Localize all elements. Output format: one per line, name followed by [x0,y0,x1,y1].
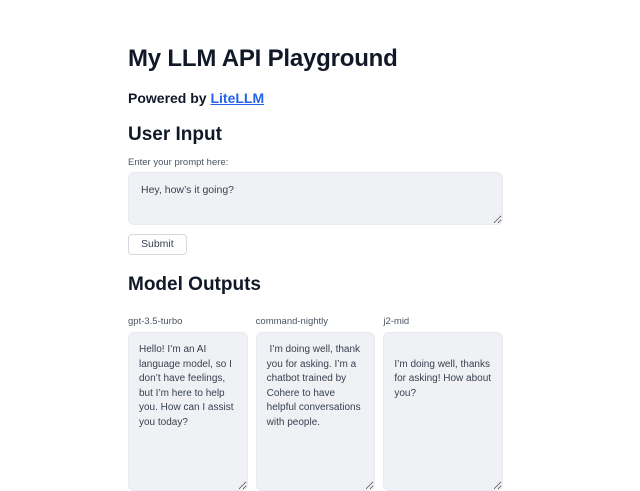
prompt-textarea[interactable] [128,172,503,225]
model-label-gpt35: gpt-3.5-turbo [128,316,183,327]
output-textarea-j2-mid[interactable] [383,332,503,491]
output-column-command-nightly [256,306,376,491]
submit-button[interactable]: Submit [128,234,187,255]
litellm-link[interactable]: LiteLLM [210,90,265,106]
user-input-section [128,123,503,255]
output-column-gpt35 [128,306,248,491]
powered-by [128,89,503,107]
model-outputs-section [128,273,503,491]
output-textarea-gpt35[interactable] [128,332,248,491]
output-column-j2-mid [383,306,503,491]
output-textarea-command-nightly[interactable] [256,332,376,491]
powered-by-text: Powered by [128,90,211,106]
model-label-j2-mid: j2-mid [383,316,410,327]
output-columns [128,306,503,491]
model-outputs-heading: Model Outputs [128,274,261,295]
user-input-heading: User Input [128,124,222,145]
page-title: My LLM API Playground [128,45,398,72]
prompt-label: Enter your prompt here: [128,157,229,168]
model-label-command-nightly: command-nightly [255,316,329,327]
page [128,0,503,491]
